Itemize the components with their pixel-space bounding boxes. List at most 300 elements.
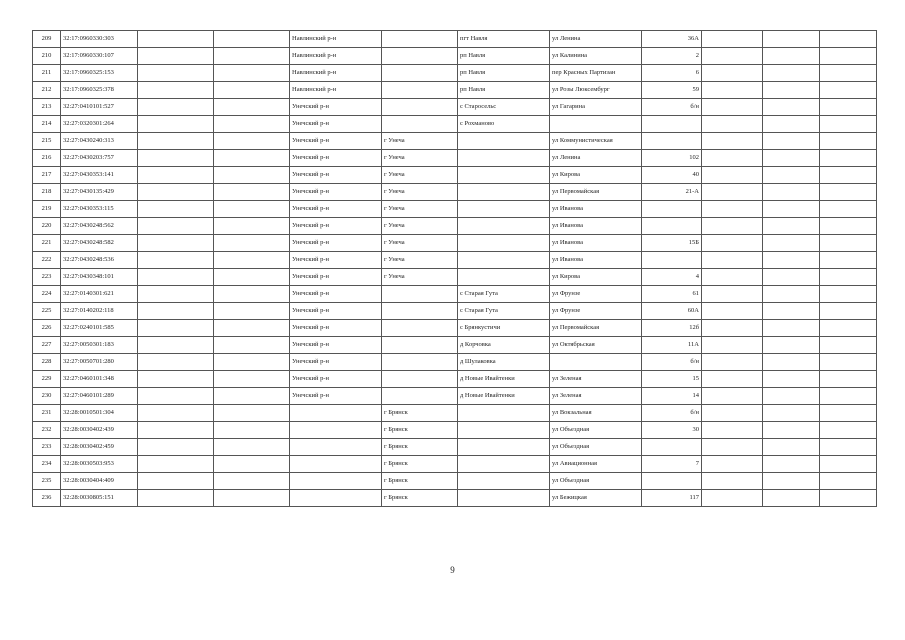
row-number-cell: 232	[33, 422, 61, 439]
locality-cell: д Новые Ивайтенки	[458, 388, 550, 405]
row-number-cell: 235	[33, 473, 61, 490]
house-number-cell	[642, 218, 702, 235]
empty-cell-cell	[138, 150, 214, 167]
city-cell	[382, 337, 458, 354]
empty-cell-cell	[820, 439, 877, 456]
empty-cell-cell	[138, 388, 214, 405]
empty-cell-cell	[214, 320, 290, 337]
empty-cell-cell	[763, 48, 820, 65]
cadastral-number-cell: 32:27:0430203:757	[61, 150, 138, 167]
city-cell	[382, 320, 458, 337]
cadastral-number-cell: 32:27:0240101:585	[61, 320, 138, 337]
house-number-cell	[642, 252, 702, 269]
street-cell: ул Коммунистическая	[550, 133, 642, 150]
empty-cell-cell	[702, 422, 763, 439]
empty-cell-cell	[763, 82, 820, 99]
table-row	[33, 150, 877, 167]
empty-cell-cell	[763, 371, 820, 388]
row-number-cell: 211	[33, 65, 61, 82]
city-cell: г Унеча	[382, 269, 458, 286]
row-number-cell: 223	[33, 269, 61, 286]
locality-cell	[458, 133, 550, 150]
district-cell: Унечский р-н	[290, 286, 382, 303]
table-row	[33, 99, 877, 116]
cadastral-number-cell: 32:17:0960325:153	[61, 65, 138, 82]
house-number-cell	[642, 473, 702, 490]
empty-cell-cell	[138, 218, 214, 235]
empty-cell-cell	[763, 65, 820, 82]
cadastral-number-cell: 32:27:0430240:313	[61, 133, 138, 150]
table-row	[33, 286, 877, 303]
empty-cell-cell	[138, 48, 214, 65]
street-cell	[550, 354, 642, 371]
empty-cell-cell	[702, 235, 763, 252]
locality-cell: с Старосельс	[458, 99, 550, 116]
house-number-cell: б/н	[642, 405, 702, 422]
street-cell: ул Гагарина	[550, 99, 642, 116]
empty-cell-cell	[763, 184, 820, 201]
table-row	[33, 422, 877, 439]
street-cell: ул Бежицкая	[550, 490, 642, 507]
city-cell: г Брянск	[382, 490, 458, 507]
empty-cell-cell	[214, 31, 290, 48]
empty-cell-cell	[820, 473, 877, 490]
table-row	[33, 490, 877, 507]
empty-cell-cell	[702, 133, 763, 150]
locality-cell	[458, 490, 550, 507]
empty-cell-cell	[820, 286, 877, 303]
table-row	[33, 133, 877, 150]
locality-cell	[458, 201, 550, 218]
empty-cell-cell	[763, 286, 820, 303]
empty-cell-cell	[702, 405, 763, 422]
row-number-cell: 228	[33, 354, 61, 371]
street-cell: ул Розы Люксембург	[550, 82, 642, 99]
street-cell: ул Зеленая	[550, 371, 642, 388]
empty-cell-cell	[138, 439, 214, 456]
row-number-cell: 230	[33, 388, 61, 405]
empty-cell-cell	[820, 252, 877, 269]
empty-cell-cell	[820, 490, 877, 507]
page-number: 9	[450, 565, 455, 575]
table-row	[33, 167, 877, 184]
locality-cell: д Корчовка	[458, 337, 550, 354]
house-number-cell	[642, 201, 702, 218]
locality-cell	[458, 167, 550, 184]
empty-cell-cell	[702, 439, 763, 456]
district-cell: Навлинский р-н	[290, 82, 382, 99]
row-number-cell: 229	[33, 371, 61, 388]
empty-cell-cell	[820, 320, 877, 337]
row-number-cell: 220	[33, 218, 61, 235]
empty-cell-cell	[702, 116, 763, 133]
house-number-cell	[642, 133, 702, 150]
city-cell	[382, 303, 458, 320]
district-cell	[290, 490, 382, 507]
cadastral-number-cell: 32:17:0960330:303	[61, 31, 138, 48]
district-cell: Унечский р-н	[290, 252, 382, 269]
city-cell: г Унеча	[382, 133, 458, 150]
district-cell: Навлинский р-н	[290, 65, 382, 82]
empty-cell-cell	[820, 99, 877, 116]
cadastral-number-cell: 32:27:0430248:562	[61, 218, 138, 235]
empty-cell-cell	[702, 473, 763, 490]
street-cell: ул Иванова	[550, 235, 642, 252]
district-cell: Унечский р-н	[290, 99, 382, 116]
cadastral-number-cell: 32:28:0030404:409	[61, 473, 138, 490]
house-number-cell: 60А	[642, 303, 702, 320]
empty-cell-cell	[820, 371, 877, 388]
locality-cell	[458, 456, 550, 473]
house-number-cell: 102	[642, 150, 702, 167]
empty-cell-cell	[138, 133, 214, 150]
empty-cell-cell	[763, 422, 820, 439]
row-number-cell: 219	[33, 201, 61, 218]
table-row	[33, 218, 877, 235]
street-cell: ул Фрунзе	[550, 286, 642, 303]
city-cell	[382, 354, 458, 371]
cadastral-number-cell: 32:28:0030805:151	[61, 490, 138, 507]
empty-cell-cell	[214, 184, 290, 201]
empty-cell-cell	[820, 235, 877, 252]
house-number-cell: 40	[642, 167, 702, 184]
city-cell	[382, 371, 458, 388]
empty-cell-cell	[214, 286, 290, 303]
row-number-cell: 226	[33, 320, 61, 337]
city-cell	[382, 286, 458, 303]
house-number-cell	[642, 116, 702, 133]
table-row	[33, 405, 877, 422]
empty-cell-cell	[763, 31, 820, 48]
locality-cell	[458, 252, 550, 269]
row-number-cell: 233	[33, 439, 61, 456]
table-row	[33, 439, 877, 456]
cadastral-number-cell: 32:27:0460101:348	[61, 371, 138, 388]
street-cell: ул Зеленая	[550, 388, 642, 405]
empty-cell-cell	[763, 116, 820, 133]
empty-cell-cell	[820, 218, 877, 235]
empty-cell-cell	[138, 184, 214, 201]
city-cell: г Унеча	[382, 150, 458, 167]
house-number-cell: 11А	[642, 337, 702, 354]
locality-cell: с Рохманово	[458, 116, 550, 133]
empty-cell-cell	[763, 150, 820, 167]
empty-cell-cell	[763, 201, 820, 218]
empty-cell-cell	[138, 405, 214, 422]
empty-cell-cell	[763, 235, 820, 252]
empty-cell-cell	[763, 473, 820, 490]
cadastral-number-cell: 32:17:0960330:107	[61, 48, 138, 65]
empty-cell-cell	[820, 337, 877, 354]
empty-cell-cell	[214, 303, 290, 320]
table-row	[33, 31, 877, 48]
empty-cell-cell	[820, 201, 877, 218]
empty-cell-cell	[702, 218, 763, 235]
street-cell: ул Кирова	[550, 167, 642, 184]
empty-cell-cell	[820, 65, 877, 82]
empty-cell-cell	[820, 31, 877, 48]
cadastral-number-cell: 32:17:0960325:378	[61, 82, 138, 99]
empty-cell-cell	[138, 269, 214, 286]
table-row	[33, 82, 877, 99]
cadastral-number-cell: 32:27:0320301:264	[61, 116, 138, 133]
empty-cell-cell	[763, 303, 820, 320]
empty-cell-cell	[820, 405, 877, 422]
empty-cell-cell	[138, 116, 214, 133]
empty-cell-cell	[214, 82, 290, 99]
table-row	[33, 337, 877, 354]
row-number-cell: 216	[33, 150, 61, 167]
district-cell: Унечский р-н	[290, 388, 382, 405]
district-cell	[290, 473, 382, 490]
empty-cell-cell	[763, 456, 820, 473]
empty-cell-cell	[763, 354, 820, 371]
empty-cell-cell	[763, 388, 820, 405]
empty-cell-cell	[763, 218, 820, 235]
house-number-cell: 21-А	[642, 184, 702, 201]
district-cell: Унечский р-н	[290, 116, 382, 133]
street-cell	[550, 116, 642, 133]
empty-cell-cell	[138, 473, 214, 490]
empty-cell-cell	[763, 167, 820, 184]
district-cell: Унечский р-н	[290, 167, 382, 184]
cadastral-number-cell: 32:27:0430135:429	[61, 184, 138, 201]
cadastral-number-cell: 32:27:0140301:621	[61, 286, 138, 303]
table-body	[33, 31, 877, 507]
row-number-cell: 210	[33, 48, 61, 65]
cadastral-number-cell: 32:27:0050301:183	[61, 337, 138, 354]
city-cell: г Унеча	[382, 201, 458, 218]
empty-cell-cell	[214, 218, 290, 235]
empty-cell-cell	[702, 201, 763, 218]
house-number-cell: 59	[642, 82, 702, 99]
empty-cell-cell	[820, 133, 877, 150]
house-number-cell: 2	[642, 48, 702, 65]
locality-cell: с Старая Гута	[458, 286, 550, 303]
city-cell: г Унеча	[382, 167, 458, 184]
cadastral-number-cell: 32:27:0430353:115	[61, 201, 138, 218]
empty-cell-cell	[763, 405, 820, 422]
row-number-cell: 209	[33, 31, 61, 48]
empty-cell-cell	[820, 354, 877, 371]
empty-cell-cell	[820, 456, 877, 473]
locality-cell	[458, 184, 550, 201]
empty-cell-cell	[214, 439, 290, 456]
empty-cell-cell	[214, 337, 290, 354]
empty-cell-cell	[820, 167, 877, 184]
empty-cell-cell	[702, 388, 763, 405]
city-cell: г Брянск	[382, 456, 458, 473]
empty-cell-cell	[214, 167, 290, 184]
city-cell: г Унеча	[382, 235, 458, 252]
district-cell: Навлинский р-н	[290, 31, 382, 48]
row-number-cell: 236	[33, 490, 61, 507]
street-cell: ул Авиационная	[550, 456, 642, 473]
table-row	[33, 184, 877, 201]
city-cell: г Брянск	[382, 473, 458, 490]
cadastral-number-cell: 32:28:0030503:953	[61, 456, 138, 473]
locality-cell	[458, 150, 550, 167]
empty-cell-cell	[138, 456, 214, 473]
house-number-cell: б/н	[642, 99, 702, 116]
district-cell	[290, 456, 382, 473]
empty-cell-cell	[702, 65, 763, 82]
district-cell: Унечский р-н	[290, 184, 382, 201]
street-cell: ул Калинина	[550, 48, 642, 65]
row-number-cell: 212	[33, 82, 61, 99]
empty-cell-cell	[702, 269, 763, 286]
district-cell: Унечский р-н	[290, 201, 382, 218]
empty-cell-cell	[702, 337, 763, 354]
empty-cell-cell	[763, 439, 820, 456]
district-cell: Унечский р-н	[290, 133, 382, 150]
locality-cell	[458, 439, 550, 456]
table-row	[33, 269, 877, 286]
locality-cell: д Шулаковка	[458, 354, 550, 371]
empty-cell-cell	[138, 65, 214, 82]
empty-cell-cell	[763, 269, 820, 286]
city-cell: г Унеча	[382, 252, 458, 269]
empty-cell-cell	[820, 422, 877, 439]
empty-cell-cell	[702, 303, 763, 320]
empty-cell-cell	[214, 388, 290, 405]
empty-cell-cell	[702, 490, 763, 507]
empty-cell-cell	[702, 252, 763, 269]
street-cell: ул Фрунзе	[550, 303, 642, 320]
row-number-cell: 215	[33, 133, 61, 150]
district-cell: Унечский р-н	[290, 303, 382, 320]
city-cell: г Брянск	[382, 422, 458, 439]
empty-cell-cell	[214, 422, 290, 439]
cadastral-number-cell: 32:27:0460101:289	[61, 388, 138, 405]
empty-cell-cell	[763, 337, 820, 354]
cadastral-number-cell: 32:27:0430248:582	[61, 235, 138, 252]
city-cell	[382, 82, 458, 99]
locality-cell	[458, 422, 550, 439]
empty-cell-cell	[214, 269, 290, 286]
table-row	[33, 65, 877, 82]
district-cell: Навлинский р-н	[290, 48, 382, 65]
street-cell: ул Кирова	[550, 269, 642, 286]
registry-table	[32, 30, 877, 507]
empty-cell-cell	[214, 473, 290, 490]
row-number-cell: 218	[33, 184, 61, 201]
city-cell	[382, 65, 458, 82]
empty-cell-cell	[138, 303, 214, 320]
street-cell: ул Октябрьская	[550, 337, 642, 354]
row-number-cell: 217	[33, 167, 61, 184]
empty-cell-cell	[702, 456, 763, 473]
locality-cell	[458, 473, 550, 490]
empty-cell-cell	[763, 490, 820, 507]
empty-cell-cell	[702, 320, 763, 337]
table-row	[33, 456, 877, 473]
house-number-cell: 7	[642, 456, 702, 473]
row-number-cell: 227	[33, 337, 61, 354]
locality-cell	[458, 235, 550, 252]
district-cell: Унечский р-н	[290, 337, 382, 354]
empty-cell-cell	[702, 99, 763, 116]
house-number-cell: б/н	[642, 354, 702, 371]
house-number-cell	[642, 439, 702, 456]
empty-cell-cell	[214, 252, 290, 269]
table-row	[33, 116, 877, 133]
city-cell	[382, 48, 458, 65]
table-row	[33, 201, 877, 218]
empty-cell-cell	[214, 201, 290, 218]
empty-cell-cell	[138, 286, 214, 303]
empty-cell-cell	[138, 490, 214, 507]
house-number-cell: 4	[642, 269, 702, 286]
empty-cell-cell	[763, 133, 820, 150]
empty-cell-cell	[820, 82, 877, 99]
locality-cell: рп Навля	[458, 48, 550, 65]
empty-cell-cell	[702, 184, 763, 201]
empty-cell-cell	[763, 320, 820, 337]
row-number-cell: 234	[33, 456, 61, 473]
empty-cell-cell	[702, 354, 763, 371]
table-row	[33, 371, 877, 388]
street-cell: ул Ленина	[550, 31, 642, 48]
street-cell: ул Иванова	[550, 201, 642, 218]
city-cell: г Брянск	[382, 405, 458, 422]
empty-cell-cell	[702, 167, 763, 184]
house-number-cell: 14	[642, 388, 702, 405]
locality-cell: д Новые Ивайтенки	[458, 371, 550, 388]
cadastral-number-cell: 32:27:0430353:141	[61, 167, 138, 184]
city-cell: г Унеча	[382, 184, 458, 201]
district-cell: Унечский р-н	[290, 150, 382, 167]
city-cell: г Унеча	[382, 218, 458, 235]
street-cell: ул Иванова	[550, 252, 642, 269]
district-cell: Унечский р-н	[290, 371, 382, 388]
locality-cell: рп Навля	[458, 82, 550, 99]
district-cell: Унечский р-н	[290, 354, 382, 371]
table-row	[33, 388, 877, 405]
empty-cell-cell	[702, 31, 763, 48]
street-cell: ул Иванова	[550, 218, 642, 235]
city-cell	[382, 99, 458, 116]
district-cell	[290, 405, 382, 422]
empty-cell-cell	[702, 48, 763, 65]
locality-cell: пгт Навля	[458, 31, 550, 48]
district-cell	[290, 422, 382, 439]
row-number-cell: 225	[33, 303, 61, 320]
table-row	[33, 354, 877, 371]
empty-cell-cell	[820, 303, 877, 320]
table-row	[33, 252, 877, 269]
cadastral-number-cell: 32:28:0030402:459	[61, 439, 138, 456]
city-cell: г Брянск	[382, 439, 458, 456]
empty-cell-cell	[214, 48, 290, 65]
empty-cell-cell	[820, 269, 877, 286]
locality-cell: рп Навля	[458, 65, 550, 82]
locality-cell: с Старая Гута	[458, 303, 550, 320]
table-row	[33, 235, 877, 252]
district-cell: Унечский р-н	[290, 269, 382, 286]
street-cell: ул Объездная	[550, 473, 642, 490]
empty-cell-cell	[820, 116, 877, 133]
house-number-cell: 6	[642, 65, 702, 82]
house-number-cell: 15	[642, 371, 702, 388]
district-cell: Унечский р-н	[290, 218, 382, 235]
cadastral-number-cell: 32:27:0410101:527	[61, 99, 138, 116]
empty-cell-cell	[138, 99, 214, 116]
empty-cell-cell	[214, 371, 290, 388]
empty-cell-cell	[214, 65, 290, 82]
street-cell: ул Первомайская	[550, 320, 642, 337]
empty-cell-cell	[820, 48, 877, 65]
